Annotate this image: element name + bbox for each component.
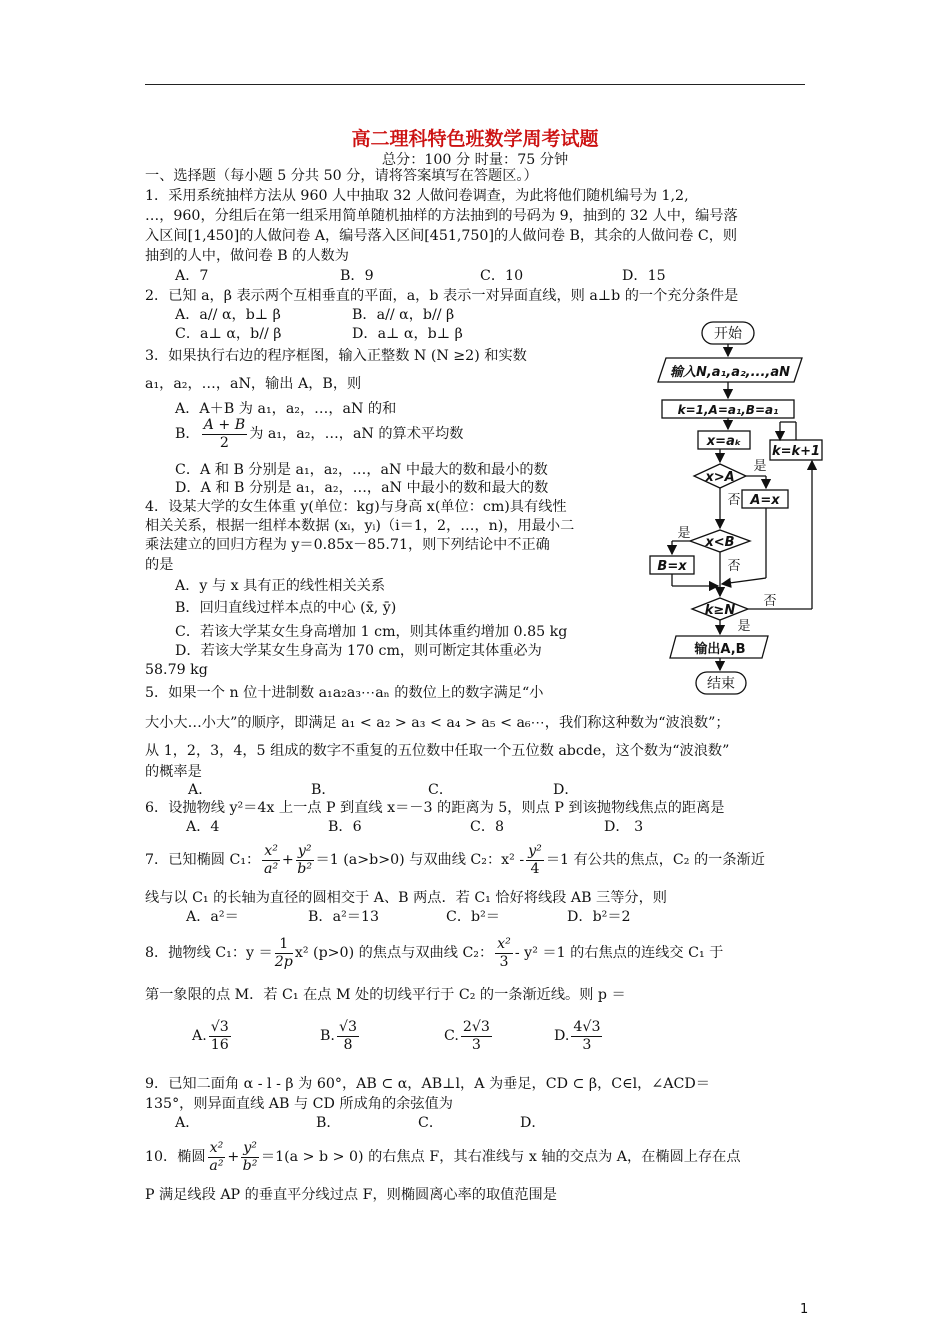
flow-no2-label: 否 — [727, 559, 741, 574]
q7-option-c: C．b²＝ — [446, 909, 500, 925]
q4-line2: 相关关系，根据一组样本数据 (xᵢ，yᵢ)（i＝1，2，…，n)，用最小二 — [145, 518, 575, 534]
flow-no3-label: 否 — [763, 594, 777, 609]
page-title: 高二理科特色班数学周考试题 — [351, 128, 599, 150]
q3-option-b — [175, 416, 463, 452]
q4-option-b: B．回归直线过样本点的中心 (x̄, ȳ) — [175, 600, 397, 616]
flow-yes1-label: 是 — [753, 459, 767, 474]
flow-yes3-label: 是 — [737, 619, 751, 634]
flow-cond2-label: x<B — [705, 535, 735, 550]
q9-option-d: D． — [520, 1115, 546, 1131]
q2-option-c: C．a⊥ α，b// β — [175, 326, 282, 342]
q5-option-d: D． — [553, 782, 579, 798]
q5-option-b: B． — [311, 782, 336, 798]
q8-line2: 第一象限的点 M．若 C₁ 在点 M 处的切线平行于 C₂ 的一条渐近线。则 p ＝ — [145, 987, 626, 1003]
q4-option-c: C．若该大学某女生身高增加 1 cm，则其体重约增加 0.85 kg — [175, 624, 568, 640]
q5-line3: 从 1，2，3，4，5 组成的数字不重复的五位数中任取一个五位数 abcde，这个数为“波浪数” — [145, 743, 730, 759]
q2-option-d: D．a⊥ α，b⊥ β — [352, 326, 463, 342]
q1-line3: 入区间[1,450]的人做问卷 A，编号落入区间[451,750]的人做问卷 B，其余的人做问卷 C，则 — [145, 228, 738, 244]
q6-option-b: B．6 — [328, 819, 362, 835]
q9-line1: 9．已知二面角 α - l - β 为 60°，AB ⊂ α，AB⊥l，A 为垂足，CD ⊂ β，C∈l，∠ACD＝ — [145, 1076, 710, 1092]
q3-option-b-text: 为 a₁，a₂，…，aN 的算术平均数 — [249, 426, 464, 442]
flow-init-label: k=1,A=a₁,B=a₁ — [677, 403, 779, 417]
q1-line4: 抽到的人中，做问卷 B 的人数为 — [145, 248, 349, 264]
q1-line1: 1．采用系统抽样方法从 960 人中抽取 32 人做问卷调查，为此将他们随机编号为 1,2, — [145, 188, 689, 204]
q5-line1: 5．如果一个 n 位十进制数 a₁a₂a₃⋯aₙ 的数位上的数字满足“小 — [145, 685, 544, 701]
q1-option-b: B．9 — [340, 268, 374, 284]
q5-option-a: A． — [188, 782, 213, 798]
q7-option-b: B．a²＝13 — [308, 909, 379, 925]
q4-option-d-line1: D．若该大学某女生身高为 170 cm，则可断定其体重必为 — [175, 643, 542, 659]
q1-line2: …，960，分组后在第一组采用简单随机抽样的方法抽到的号码为 9，抽到的 32 人中，编号落 — [145, 208, 738, 224]
q4-line4: 的是 — [145, 557, 174, 573]
q2-option-a: A．a// α，b⊥ β — [175, 307, 281, 323]
header-rule — [145, 84, 805, 85]
page-number: 1 — [800, 1302, 809, 1317]
q3-line1: 3．如果执行右边的程序框图，输入正整数 N (N ≥2) 和实数 — [145, 348, 527, 364]
q3-option-b-fraction: $\frac{A + B}{2}$ — [203, 416, 246, 451]
section-heading: 一、选择题（每小题 5 分共 50 分，请将答案填写在答题区。） — [145, 168, 538, 184]
flow-assign-label: x=aₖ — [706, 434, 742, 449]
flow-setA-label: A=x — [750, 493, 780, 508]
q5-option-c: C． — [428, 782, 454, 798]
flow-cond1-label: x>A — [705, 470, 735, 485]
q7-option-d: D．b²＝2 — [567, 909, 631, 925]
q9-line2: 135°，则异面直线 AB 与 CD 所成角的余弦值为 — [145, 1096, 453, 1112]
q3-option-a: A．A＋B 为 a₁，a₂，…，aN 的和 — [175, 401, 397, 417]
q10-line1: 10．椭圆 $\frac{\text{x²}}{\text{a²}}$ + $\frac{\text{y²}}{\text{b²}}$ ＝1(a > b > 0) 的右焦点 F，其右准线与 x 轴的交点为 A，在椭圆上存在点 — [145, 1139, 741, 1174]
flow-cond3-label: k≥N — [704, 603, 736, 618]
q2-line1: 2．已知 a，β 表示两个互相垂直的平面，a，b 表示一对异面直线，则 a⊥b 的一个充分条件是 — [145, 288, 739, 304]
q4-line1: 4．设某大学的女生体重 y(单位：kg)与身高 x(单位：cm)具有线性 — [145, 499, 567, 515]
flow-input-label: 输入N,a₁,a₂,...,aN — [669, 365, 791, 380]
q4-option-a: A．y 与 x 具有正的线性相关关系 — [175, 578, 386, 594]
q7-line1: 7．已知椭圆 C₁： $\frac{\text{x²}}{\text{a²}}$ + $\frac{\text{y²}}{\text{b²}}$ ＝1 (a>b>0) 与双曲线 C₂：x² - $\frac{\text{y²}}{4}$ ＝1 有公共的焦点，C₂ 的一条渐近 — [145, 842, 765, 877]
q4-option-d-line2: 58.79 kg — [145, 662, 208, 678]
flow-increment-label: k=k+1 — [771, 444, 821, 459]
flow-yes2-label: 是 — [677, 526, 691, 541]
q10-line2: P 满足线段 AP 的垂直平分线过点 F，则椭圆离心率的取值范围是 — [145, 1187, 557, 1203]
q8-option-a: A. $\frac{√3}{16}$ — [192, 1018, 229, 1053]
q1-option-c: C．10 — [480, 268, 524, 284]
q8-option-c: C. $\frac{2√3}{3}$ — [444, 1018, 490, 1053]
q6-line1: 6．设抛物线 y²＝4x 上一点 P 到直线 x＝－3 的距离为 5，则点 P 到该抛物线焦点的距离是 — [145, 800, 725, 816]
q6-option-a: A．4 — [186, 819, 220, 835]
q3-option-b-label: B． — [175, 426, 200, 442]
q8-line1: 8．抛物线 C₁：y ＝ $\frac{1}{2p}$ x² (p>0) 的焦点与双曲线 C₂： $\frac{\text{x²}}{3}$ - y² ＝1 的右焦点的连线交 C₁ 于 — [145, 935, 724, 970]
flow-end-label: 结束 — [707, 676, 735, 692]
q6-option-c: C．8 — [470, 819, 505, 835]
flowchart — [640, 318, 830, 698]
q9-option-b: B． — [316, 1115, 341, 1131]
q9-option-c: C． — [418, 1115, 444, 1131]
q7-option-a: A．a²＝ — [186, 909, 239, 925]
flow-setB-label: B=x — [657, 559, 687, 574]
q2-option-b: B．a// α，b// β — [352, 307, 455, 323]
q5-line2: 大小大…小大”的顺序，即满足 a₁ < a₂ > a₃ < a₄ > a₅ < a₆⋯，我们称这种数为“波浪数”； — [145, 715, 730, 731]
q6-option-d: D． 3 — [604, 819, 644, 835]
q8-option-b: B. $\frac{√3}{8}$ — [320, 1018, 358, 1053]
flow-output-label: 输出A,B — [694, 642, 746, 657]
q3-option-c: C．A 和 B 分别是 a₁，a₂，…，aN 中最大的数和最小的数 — [175, 462, 548, 478]
q9-option-a: A． — [175, 1115, 200, 1131]
q5-line4: 的概率是 — [145, 764, 202, 780]
q3-option-d: D．A 和 B 分别是 a₁，a₂，…，aN 中最小的数和最大的数 — [175, 480, 549, 496]
flow-no1-label: 否 — [727, 493, 741, 508]
q7-line2: 线与以 C₁ 的长轴为直径的圆相交于 A、B 两点．若 C₁ 恰好将线段 AB 三等分，则 — [145, 890, 667, 906]
q3-line2: a₁，a₂，…，aN，输出 A，B，则 — [145, 376, 362, 392]
exam-info: 总分：100 分 时量：75 分钟 — [381, 152, 569, 168]
q1-option-d: D．15 — [622, 268, 666, 284]
q4-line3: 乘法建立的回归方程为 y＝0.85x－85.71，则下列结论中不正确 — [145, 537, 550, 553]
flow-start-label: 开始 — [714, 326, 742, 342]
q8-option-d: D. $\frac{4√3}{3}$ — [554, 1018, 601, 1053]
q1-option-a: A．7 — [175, 268, 209, 284]
